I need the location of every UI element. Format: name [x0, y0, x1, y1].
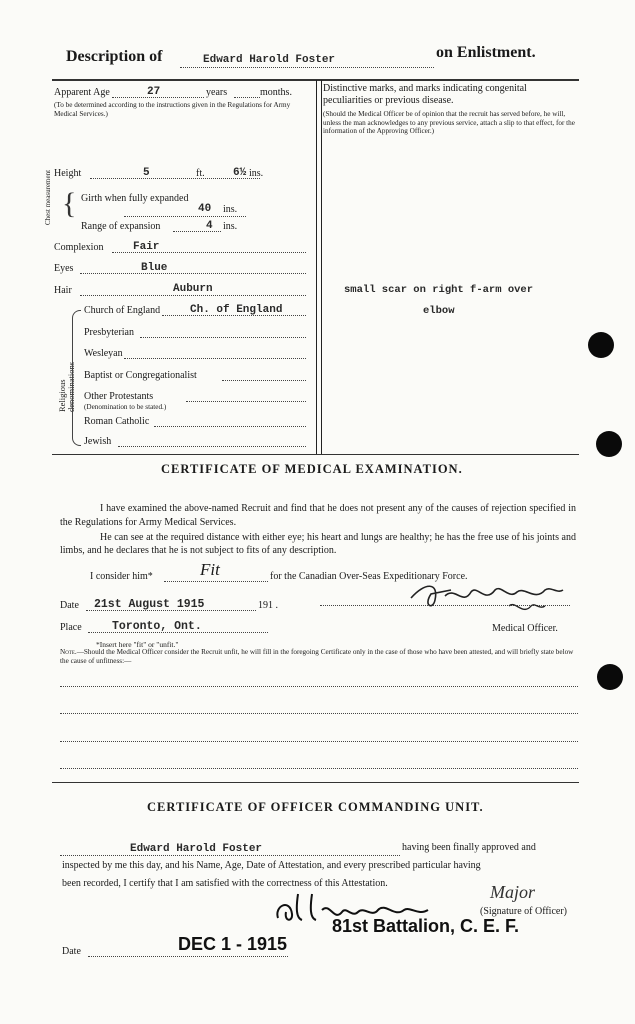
apparent-age-value: 27: [147, 86, 161, 98]
consider-value: Fit: [200, 560, 220, 579]
medical-para2: He can see at the required distance with either eye; his heart and lungs are healthy; he has the free use of his joints and limbs, and he declares that he is not subject to fits of any description.: [60, 532, 576, 556]
hair-label: Hair: [54, 285, 72, 296]
medical-para1: I have examined the above-named Recruit and find that he does not present any of the causes of rejection specified in the Regulations for Army Medical Services.: [60, 503, 576, 528]
medical-heading: CERTIFICATE OF MEDICAL EXAMINATION.: [161, 462, 463, 476]
year-suffix: 191 .: [258, 600, 278, 611]
officer-text3: been recorded, I certify that I am satisfied with the correctness of this Attestation.: [62, 878, 388, 889]
officer-recruit-name: Edward Harold Foster: [130, 843, 263, 855]
height-label: Height: [54, 168, 82, 179]
years-label: years: [206, 87, 228, 98]
chest-label: Chest measurement: [44, 169, 52, 225]
ins-label: ins.: [249, 168, 264, 179]
religion-heading: Religious denominations: [57, 361, 76, 412]
hair-value: Auburn: [173, 283, 213, 295]
religion-label: Presbyterian: [84, 327, 134, 338]
officer-text2: inspected by me this day, and his Name, Age, Date of Attestation, and every prescribed particular having: [62, 860, 481, 871]
complexion-value: Fair: [133, 241, 160, 253]
consider-label: I consider him*: [90, 571, 153, 582]
officer-date-stamp: DEC 1 - 1915: [178, 934, 288, 954]
header-title-left: Description of: [66, 48, 163, 65]
height-ft-value: 5: [143, 167, 150, 179]
consider-suffix: for the Canadian Over-Seas Expeditionary Force.: [270, 571, 468, 582]
girth-ins-label: ins.: [223, 204, 238, 215]
attestation-page: Description of Edward Harold Foster on Enlistment. Apparent Age 27 years months. (To be determined according to the instructions given in the Regulations for Army Medical Services.) Height 5 ft. 6½ ins. Chest measurement { Girth when fully expanded 40 ins. Range of expansion 4 ins. Complexion Fair Eyes Blue Hair Auburn Religious denominations Church of England Ch. of England Presbyterian Wesleyan Baptist or Congregationalist Other Protestants (Denomination to be stated.) Roman Catholic Jewish Distinctive marks, and marks indicating congenital peculiarities or previous disease. (Should the Medical Officer be of opinion that the recruit has served before, he will, unless the man acknowledges to any previous service, attach a slip to that effect, for the information of the Approving Officer.) small scar on right f-arm over elbow CERTIFICATE OF MEDICAL EXAMINATION. I have examined the above-named Recruit and find that he does not present any of the causes of rejection specified in the Regulations for Army Medical Services. He can see at the required distance with either eye; his heart and lungs are healthy; he has the free use of his joints and limbs, and he declares that he is not subject to fits of any description. I consider him* Fit for the Canadian Over-Seas Expeditionary Force. Date 21st August 1915 191 . Place Toronto, Ont. Medical Officer. *Insert here "fit" or "unfit." Note.—Should the Medical Officer consider the Recruit unfit, he will fill in the foregoing Certificate only in the case of those who have been attested, and will briefly state below the cause of unfitness:— CERTIFICATE OF OFFICER COMMANDING UNIT. Edward Harold Foster having been finally approved and inspected by me this day, and his Name, Age, Date of Attestation, and every prescribed particular having been recorded, I certify that I am satisfied with the correctness of this Attestation. Major (Signature of Officer) 81st Battalion, C. E. F. Date DEC 1 - 1915: [0, 0, 635, 1024]
marks-value-line2: elbow: [423, 305, 455, 317]
battalion-stamp: 81st Battalion, C. E. F.: [332, 916, 520, 936]
place-label: Place: [60, 622, 82, 633]
punch-hole: [597, 664, 623, 690]
marks-heading: Distinctive marks, and marks indicating congenital peculiarities or previous disease.: [323, 83, 527, 106]
officer-text1: having been finally approved and: [402, 842, 536, 853]
note-label: Note.: [60, 648, 77, 656]
marks-value-line1: small scar on right f-arm over: [344, 284, 534, 296]
religion-label: Jewish: [84, 436, 112, 447]
officer-signature-label: (Signature of Officer): [480, 906, 568, 917]
officer-date-label: Date: [62, 946, 81, 957]
eyes-value: Blue: [141, 262, 168, 274]
age-note: (To be determined according to the instructions given in the Regulations for Army Medical Services.): [54, 101, 291, 118]
date-label: Date: [60, 600, 79, 611]
header-title-right: on Enlistment.: [436, 44, 536, 61]
girth-label: Girth when fully expanded: [81, 193, 189, 204]
apparent-age-label: Apparent Age: [54, 87, 110, 98]
girth-value: 40: [198, 203, 212, 215]
marks-note: (Should the Medical Officer be of opinion that the recruit has served before, he will, unless the man acknowledges to any previous service, attach a slip to that effect, for the information of the Approving Officer.): [323, 110, 575, 135]
officer-rank-handwritten: Major: [490, 882, 535, 902]
religion-label: Other Protestants: [84, 391, 154, 402]
complexion-label: Complexion: [54, 242, 104, 253]
religion-label: Baptist or Congregationalist: [84, 370, 197, 381]
religion-label: (Denomination to be stated.): [84, 403, 167, 411]
medical-officer-label: Medical Officer.: [492, 623, 558, 634]
note-text: —Should the Medical Officer consider the Recruit unfit, he will fill in the foregoing Certificate only in the case of those who have been attested, and will briefly state below the cause of unfitness:—: [60, 648, 574, 665]
height-in-value: 6½: [233, 167, 247, 179]
officer-heading: CERTIFICATE OF OFFICER COMMANDING UNIT.: [147, 800, 484, 814]
range-value: 4: [206, 220, 213, 232]
religion-value: Ch. of England: [190, 304, 283, 316]
ft-label: ft.: [196, 168, 205, 179]
months-label: months.: [260, 87, 292, 98]
religion-label: Wesleyan: [84, 348, 123, 359]
religion-label: Roman Catholic: [84, 416, 150, 427]
recruit-name: Edward Harold Foster: [203, 54, 336, 66]
insert-note: *Insert here "fit" or "unfit.": [96, 640, 179, 649]
punch-hole: [588, 332, 614, 358]
religion-label: Church of England: [84, 305, 161, 316]
medical-date-value: 21st August 1915: [94, 598, 205, 611]
place-value: Toronto, Ont.: [112, 620, 202, 633]
range-label: Range of expansion: [81, 221, 161, 232]
eyes-label: Eyes: [54, 263, 74, 274]
punch-hole: [596, 431, 622, 457]
range-ins-label: ins.: [223, 221, 238, 232]
